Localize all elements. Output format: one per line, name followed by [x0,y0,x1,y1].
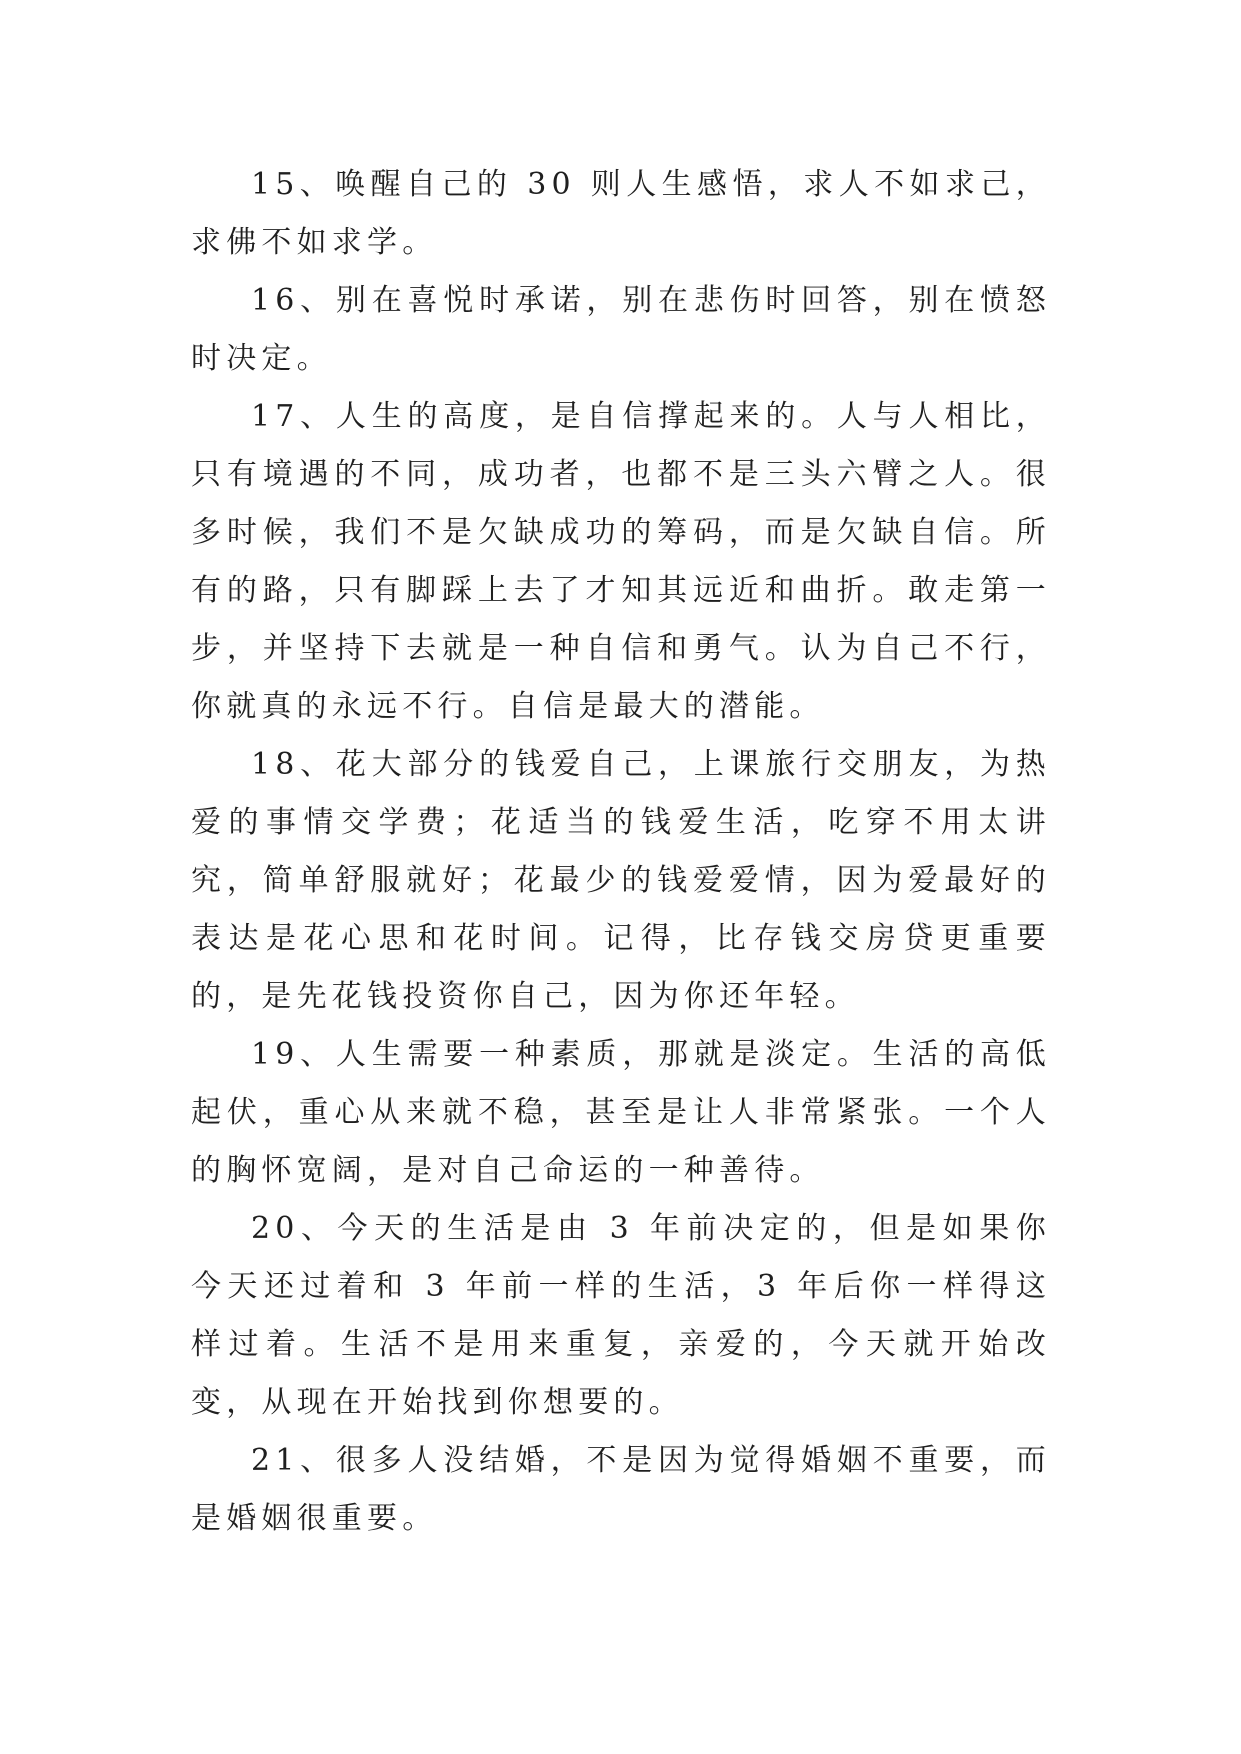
paragraph-21: 21、很多人没结婚，不是因为觉得婚姻不重要，而是婚姻很重要。 [191,1443,1051,1536]
paragraph-20: 20、今天的生活是由 3 年前决定的，但是如果你今天还过着和 3 年前一样的生活，3 年后你一样得这样过着。生活不是用来重复，亲爱的，今天就开始改变，从现在开始找到你想要的。 [191,1211,1051,1420]
document-body [191,156,1051,1548]
paragraph-18: 18、花大部分的钱爱自己，上课旅行交朋友，为热爱的事情交学费；花适当的钱爱生活，吃穿不用太讲究，简单舒服就好；花最少的钱爱爱情，因为爱最好的表达是花心思和花时间。记得，比存钱交房贷更重要的，是先花钱投资你自己，因为你还年轻。 [191,747,1051,1014]
paragraph-15: 15、唤醒自己的 30 则人生感悟，求人不如求己，求佛不如求学。 [191,167,1051,260]
paragraph-17: 17、人生的高度，是自信撑起来的。人与人相比，只有境遇的不同，成功者，也都不是三头六臂之人。很多时候，我们不是欠缺成功的筹码，而是欠缺自信。所有的路，只有脚踩上去了才知其远近和曲折。敢走第一步，并坚持下去就是一种自信和勇气。认为自己不行，你就真的永远不行。自信是最大的潜能。 [191,399,1051,724]
paragraph-19: 19、人生需要一种素质，那就是淡定。生活的高低起伏，重心从来就不稳，甚至是让人非常紧张。一个人的胸怀宽阔，是对自己命运的一种善待。 [191,1037,1051,1188]
paragraph-16: 16、别在喜悦时承诺，别在悲伤时回答，别在愤怒时决定。 [191,283,1051,376]
